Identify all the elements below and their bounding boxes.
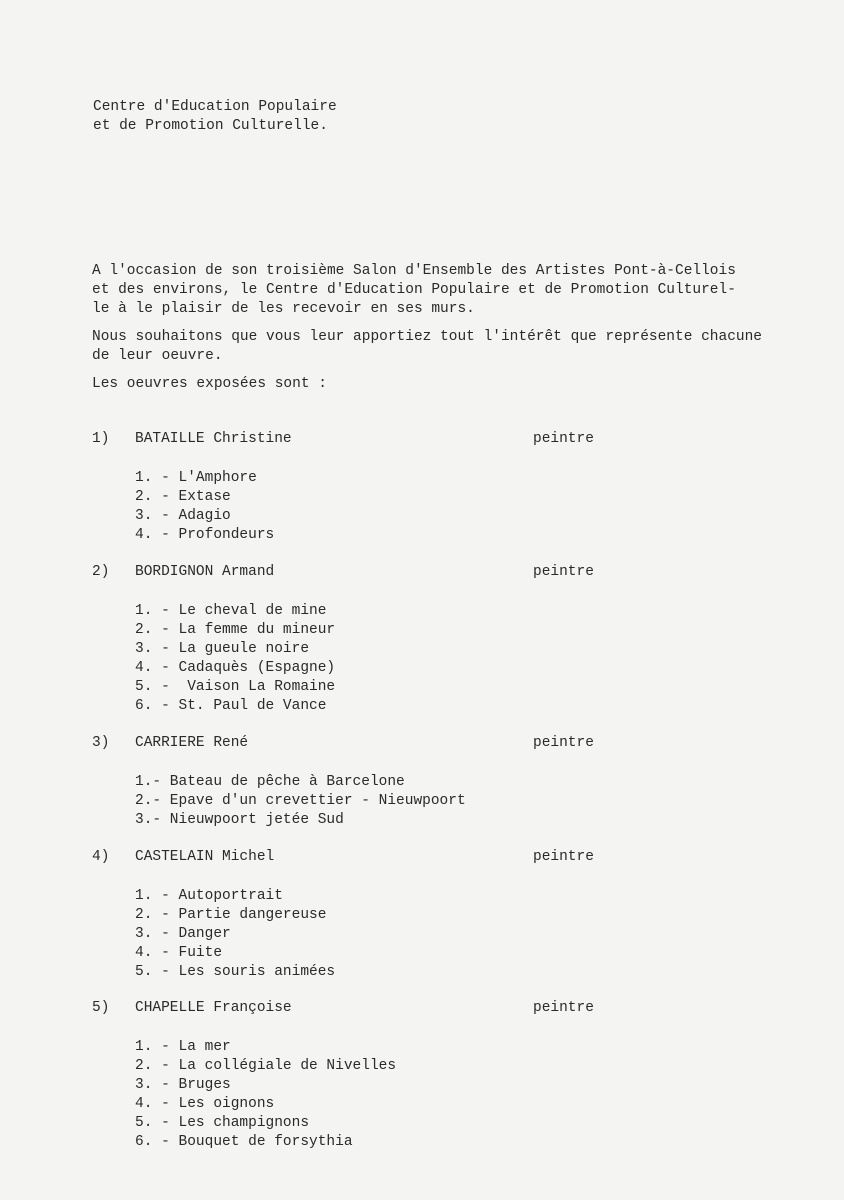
intro-p1-line2: et des environs, le Centre d'Education Populaire et de Promotion Culturel- (92, 282, 736, 298)
work-item: 2.- Epave d'un crevettier - Nieuwpoort (135, 793, 466, 809)
work-item: 2. - La femme du mineur (135, 622, 336, 638)
work-item: 6. - St. Paul de Vance (135, 698, 327, 714)
artist-role: peintre (533, 564, 594, 580)
work-item: 1.- Bateau de pêche à Barcelone (135, 774, 405, 790)
artist-name: BATAILLE Christine (135, 431, 292, 447)
work-item: 1. - Le cheval de mine (135, 603, 327, 619)
work-item: 5. - Vaison La Romaine (135, 679, 336, 695)
work-item: 4. - Fuite (135, 945, 223, 961)
intro-paragraph-1 (92, 262, 792, 319)
work-item: 1. - Autoportrait (135, 888, 283, 904)
work-item: 1. - L'Amphore (135, 470, 257, 486)
works-list (135, 602, 335, 716)
artist-name: BORDIGNON Armand (135, 564, 275, 580)
work-item: 3. - Adagio (135, 508, 231, 524)
artist-number: 5) (92, 1000, 110, 1016)
artist-role: peintre (533, 431, 594, 447)
work-item: 2. - Extase (135, 489, 231, 505)
artist-number: 1) (92, 431, 110, 447)
work-item: 6. - Bouquet de forsythia (135, 1134, 353, 1150)
work-item: 4. - Profondeurs (135, 527, 275, 543)
work-item: 2. - Partie dangereuse (135, 907, 327, 923)
introduction (92, 262, 792, 403)
organization-name-line2: et de Promotion Culturelle. (93, 118, 328, 134)
work-item: 3. - Bruges (135, 1077, 231, 1093)
work-item: 5. - Les champignons (135, 1115, 310, 1131)
intro-paragraph-3: Les oeuvres exposées sont : (92, 376, 327, 392)
intro-p2-line1: Nous souhaitons que vous leur apportiez tout l'intérêt que représente chacune (92, 329, 763, 345)
organization-name-line1: Centre d'Education Populaire (93, 99, 337, 115)
artist-role: peintre (533, 735, 594, 751)
works-list (135, 1038, 396, 1152)
artist-number: 2) (92, 564, 110, 580)
artist-number: 3) (92, 735, 110, 751)
work-item: 1. - La mer (135, 1039, 231, 1055)
work-item: 3. - La gueule noire (135, 641, 310, 657)
work-item: 3.- Nieuwpoort jetée Sud (135, 812, 344, 828)
work-item: 4. - Cadaquès (Espagne) (135, 660, 336, 676)
letterhead (93, 98, 337, 136)
artist-name: CASTELAIN Michel (135, 849, 275, 865)
work-item: 2. - La collégiale de Nivelles (135, 1058, 397, 1074)
artist-name: CHAPELLE Françoise (135, 1000, 292, 1016)
intro-paragraph-2 (92, 328, 792, 366)
works-list (135, 773, 466, 830)
works-list (135, 887, 335, 982)
work-item: 4. - Les oignons (135, 1096, 275, 1112)
intro-p1-line1: A l'occasion de son troisième Salon d'Ensemble des Artistes Pont-à-Cellois (92, 263, 736, 279)
artist-number: 4) (92, 849, 110, 865)
intro-p2-line2: de leur oeuvre. (92, 348, 223, 364)
artist-role: peintre (533, 849, 594, 865)
artist-role: peintre (533, 1000, 594, 1016)
artist-name: CARRIERE René (135, 735, 249, 751)
works-list (135, 469, 274, 545)
intro-p1-line3: le à le plaisir de les recevoir en ses murs. (92, 301, 475, 317)
work-item: 5. - Les souris animées (135, 964, 336, 980)
work-item: 3. - Danger (135, 926, 231, 942)
